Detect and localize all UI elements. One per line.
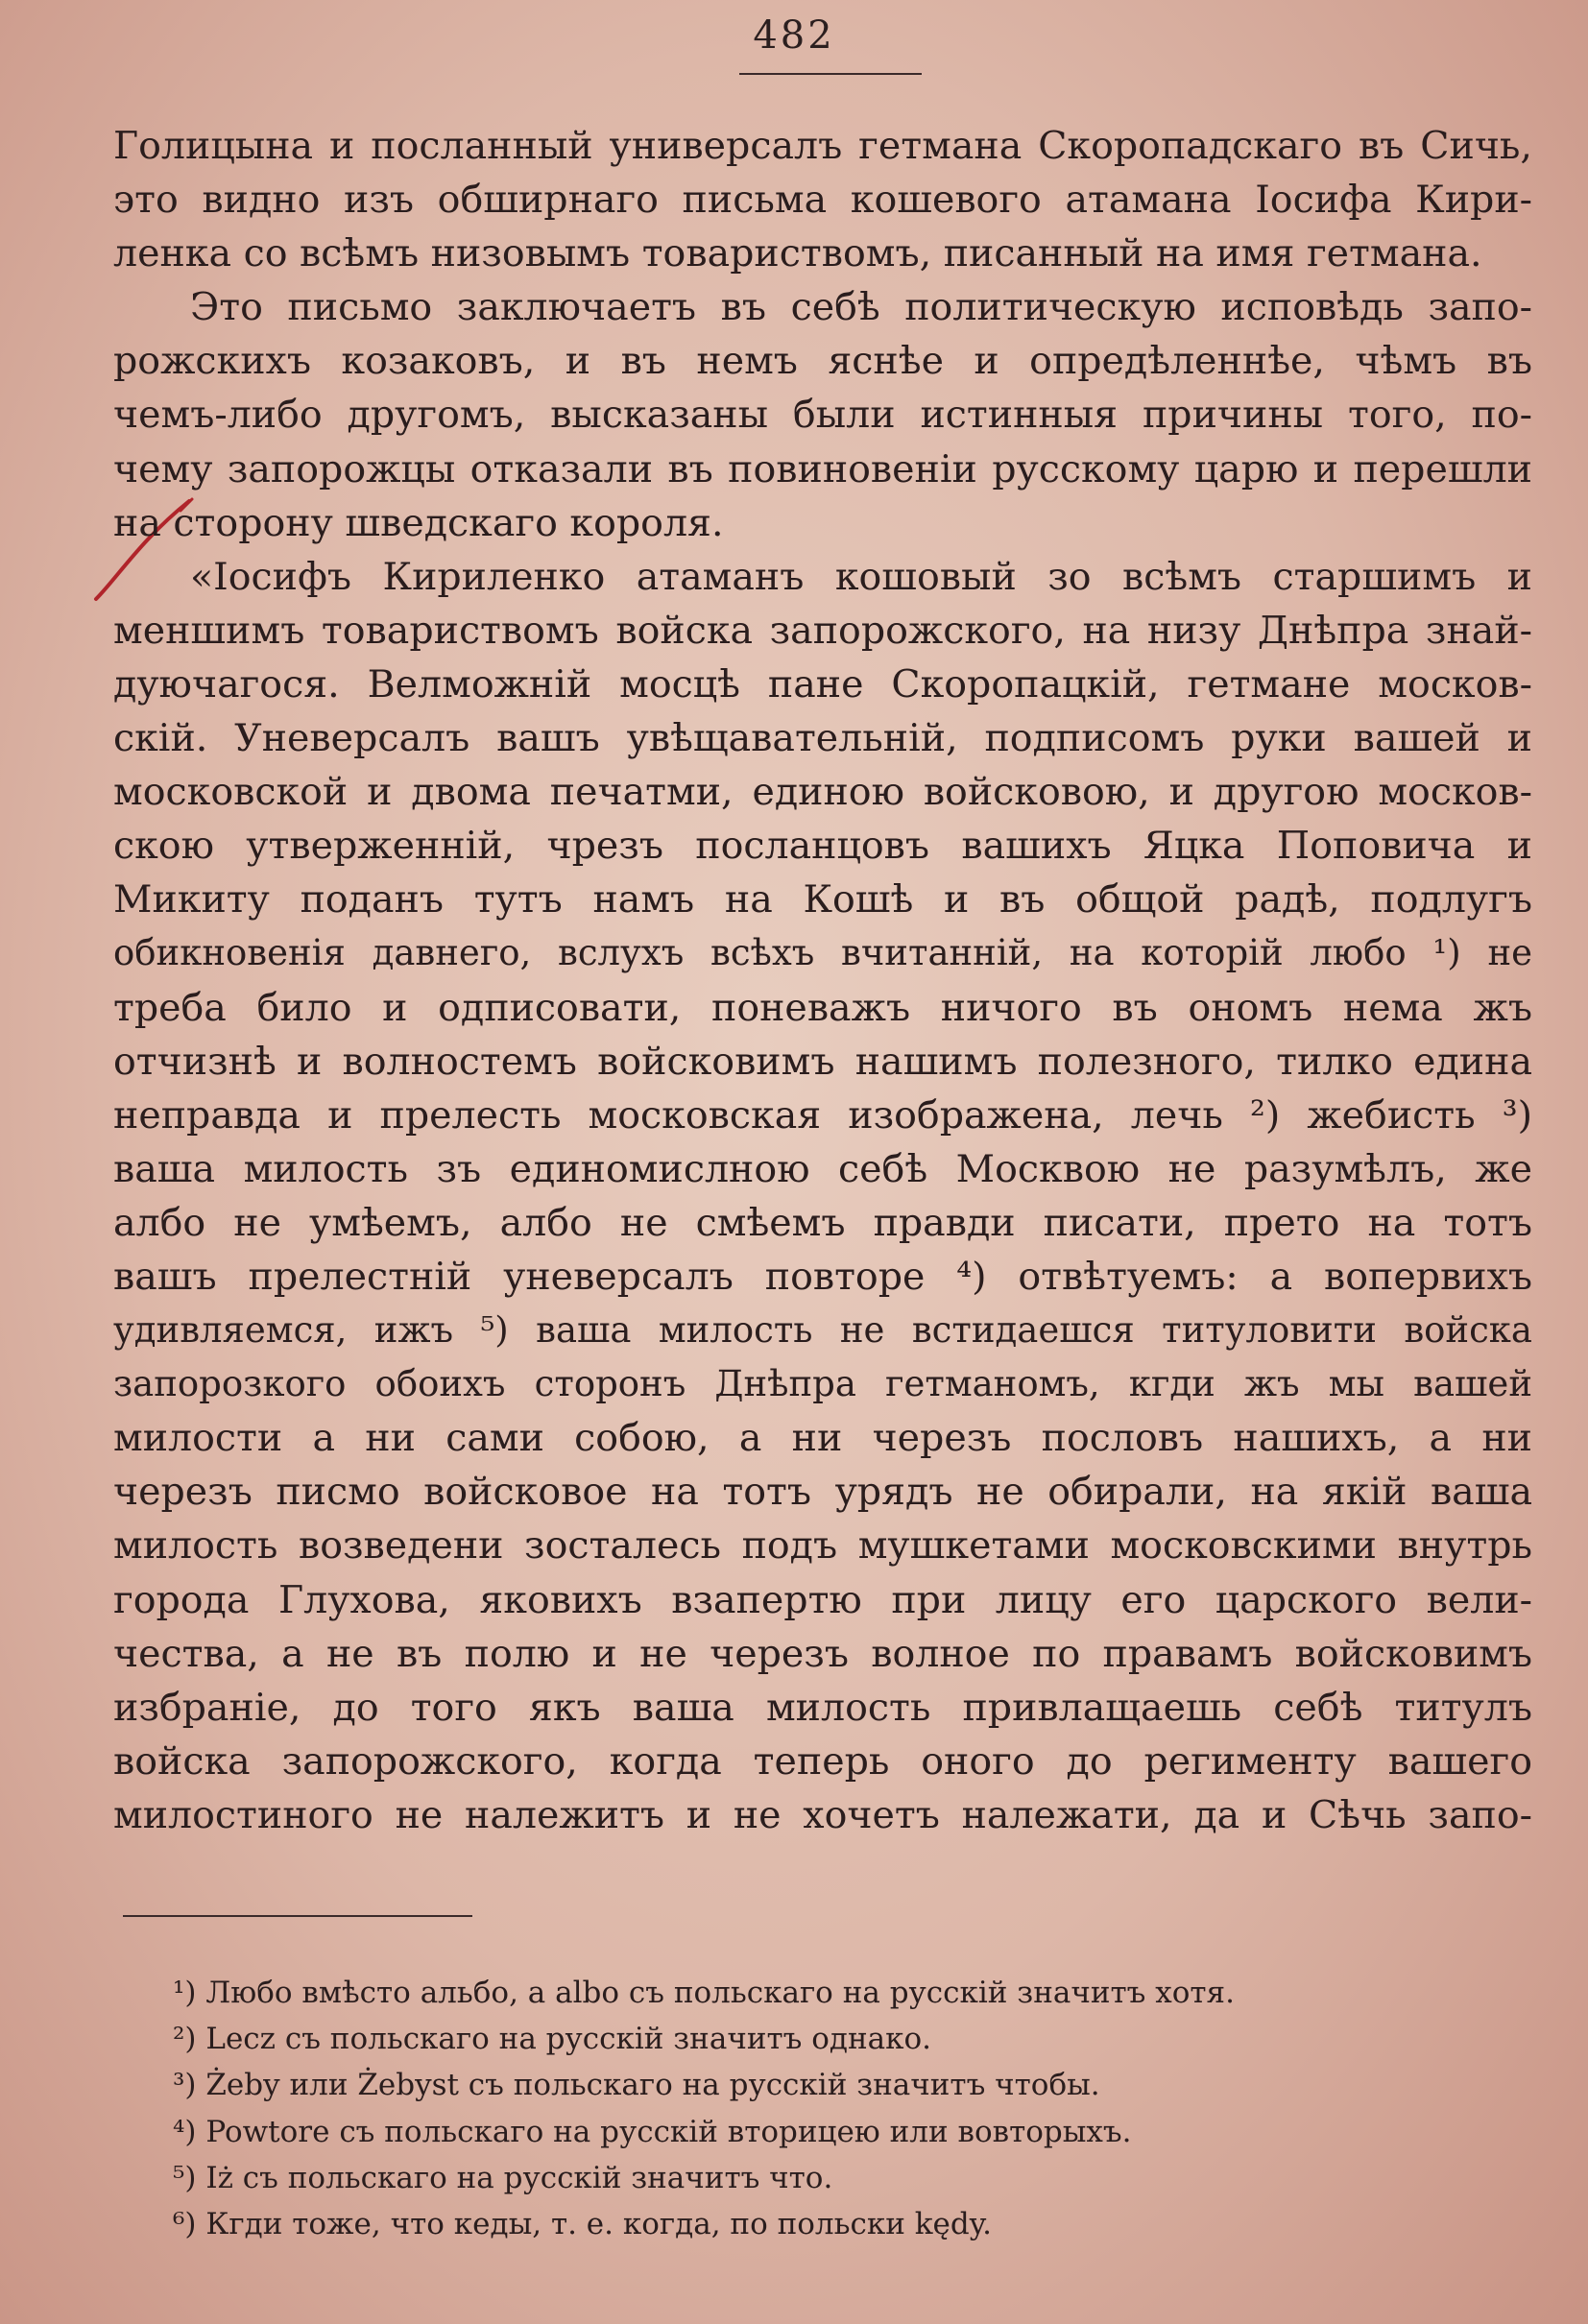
text-line: албо не умѣемъ, албо не смѣемъ правди писати, прето на тотъ (113, 1200, 1532, 1245)
text-line: дуючагося. Велможній мосцѣ пане Скоропацкій, гетмане москов- (113, 661, 1532, 707)
footnote: ¹) Любо вмѣсто альбо, а albo съ польскаго на русскій значитъ хотя. (173, 1976, 1235, 2010)
text-line: милостиного не належитъ и не хочетъ належати, да и Сѣчь запо- (113, 1792, 1532, 1837)
text-line: милости а ни сами собою, а ни черезъ пословъ нашихъ, а ни (113, 1416, 1532, 1461)
text-line: ваша милость зъ единомислною себѣ Москвою не разумѣлъ, же (113, 1146, 1532, 1191)
text-line: неправда и прелесть московская изображена, лечь ²) жебисть ³) (113, 1092, 1532, 1138)
text-line: ленка со всѣмъ низовымъ товариствомъ, писанный на имя гетмана. (113, 231, 1482, 276)
footnote: ⁵) Iż съ польскаго на русскій значитъ что. (173, 2160, 833, 2195)
text-line: это видно изъ обширнаго письма кошевого атамана Іосифа Кири- (113, 178, 1532, 223)
text-line: меншимъ товариствомъ войска запорожского, на низу Днѣпра знай- (113, 608, 1532, 653)
text-line: обикновенія давнего, вслухъ всѣхъ вчитанній, на которій любо ¹) не (113, 932, 1532, 974)
text-line: чества, а не въ полю и не черезъ волное по правамъ войсковимъ (113, 1631, 1532, 1676)
footnote: ⁶) Кгди тоже, что кеды, т. е. когда, по польски kędy. (173, 2207, 992, 2242)
text-line: Микиту поданъ тутъ намъ на Кошѣ и въ общой радѣ, подлугъ (113, 877, 1532, 922)
text-line: чемъ-либо другомъ, высказаны были истинныя причины того, по- (113, 393, 1532, 438)
footnote-rule (123, 1915, 472, 1917)
page-number: 482 (753, 13, 835, 58)
text-line: чему запорожцы отказали въ повиновеніи русскому царю и перешли (113, 446, 1532, 491)
text-line: города Глухова, яковихъ взапертю при лицу его царского вели- (113, 1577, 1532, 1622)
footnote: ⁴) Powtore съ польскаго на русскій вторицею или вовторыхъ. (173, 2114, 1132, 2149)
text-line: избраніе, до того якъ ваша милость привлащаешь себѣ титулъ (113, 1685, 1532, 1730)
main-text (113, 119, 1532, 1842)
text-line: скою утверженній, чрезъ посланцовъ вашихъ Яцка Поповича и (113, 824, 1532, 869)
text-line: удивляемся, ижъ ⁵) ваша милость не встидаешся титуловити войска (113, 1309, 1532, 1352)
text-line: милость возведени зосталесь подъ мушкетами московскими внутрь (113, 1523, 1532, 1569)
text-line: черезъ писмо войсковое на тотъ урядъ не обирали, на якій ваша (113, 1470, 1532, 1515)
text-line: войска запорожского, когда теперь оного до регименту вашего (113, 1738, 1532, 1784)
text-line: отчизнѣ и волностемъ войсковимъ нашимъ полезного, тилко едина (113, 1039, 1532, 1084)
footnote: ²) Lecz съ польскаго на русскій значитъ однако. (173, 2022, 932, 2057)
text-line: московской и двома печатми, единою войсковою, и другою москов- (113, 770, 1532, 815)
text-line: Голицына и посланный универсалъ гетмана Скоропадскаго въ Сичь, (113, 124, 1532, 168)
header-rule (739, 73, 922, 75)
text-line: скій. Уневерсалъ вашъ увѣщавательній, подписомъ руки вашей и (113, 716, 1532, 761)
text-line: «Іосифъ Кириленко атаманъ кошовый зо всѣмъ старшимъ и (190, 554, 1532, 599)
text-line: рожскихъ козаковъ, и въ немъ яснѣе и опредѣленнѣе, чѣмъ въ (113, 339, 1532, 384)
text-line: запорозкого обоихъ сторонъ Днѣпра гетманомъ, кгди жъ мы вашей (113, 1363, 1532, 1405)
text-line: Это письмо заключаетъ въ себѣ политическую исповѣдь запо- (190, 285, 1532, 330)
footnotes (173, 1970, 1536, 2247)
text-line: на сторону шведскаго короля. (113, 500, 724, 545)
text-line: вашъ прелестній уневерсалъ повторе ⁴) отвѣтуемъ: а вопервихъ (113, 1254, 1532, 1299)
text-line: треба било и одписовати, поневажъ ничого въ ономъ нема жъ (113, 985, 1532, 1030)
footnote: ³) Żeby или Żebyst съ польскаго на русскій значитъ чтобы. (173, 2068, 1100, 2103)
